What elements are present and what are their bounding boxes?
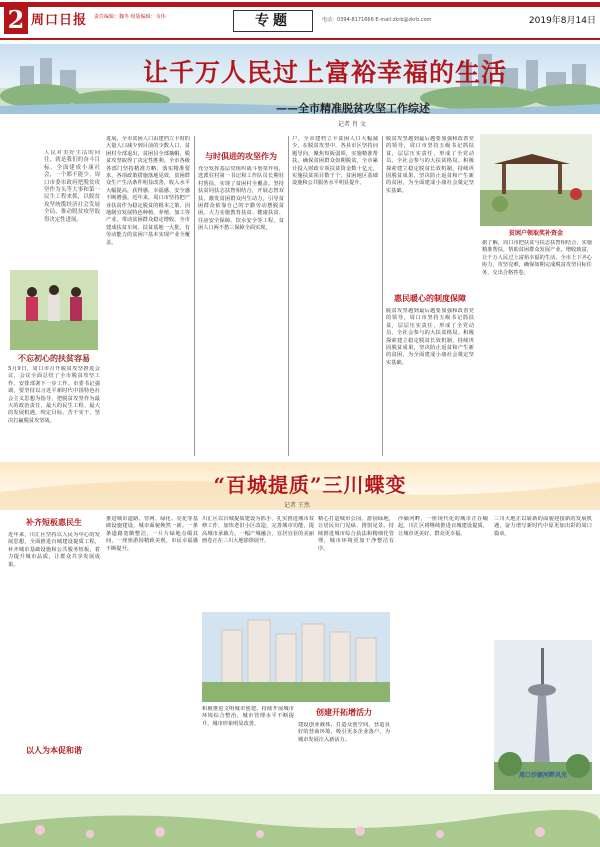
- newspaper-logo: 周口日报: [31, 13, 88, 28]
- right-photo: [480, 134, 592, 226]
- tower-caption: 周口沙颍河畔风光: [518, 772, 567, 779]
- lower-column-c: 精心打造城市公园、游园绿地，让居民出门见绿、推窗见景。持续推进城市综合执法和精细化管理，城市环境更加干净整洁有序。: [318, 516, 394, 552]
- lower-column-a: 推进城市道路、管网、绿化、亮化等基础设施建设，城市面貌焕然一新。一条条道路宽敞整洁，一片片绿地点缀其间，一座座游园精致美观，市民幸福感不断提升。: [106, 516, 198, 552]
- lower-heading-3: 创建开拓增活力: [316, 707, 372, 717]
- lower-column-e: 建设创业载体，打造众创空间，营造良好的营商环境，吸引更多企业落户，为城市发展注入新活力。: [298, 722, 390, 743]
- column-divider: [288, 136, 289, 456]
- footer-image: [0, 794, 600, 847]
- page-header: [0, 0, 600, 42]
- tower-photo: [494, 640, 592, 790]
- left-intro-text: 人民对美好生活的向往，就是我们的奋斗目标。全面建成小康社会，一个都不能少。周口市委市政府把脱贫攻坚作为头等大事和第一民生工程来抓，以脱贫攻坚统揽经济社会发展全局，推动脱贫攻坚取得决定性进展。: [44, 150, 100, 223]
- footer-landscape-graphic: [0, 794, 600, 847]
- section-label: 专题: [233, 10, 313, 32]
- editor-credits: 责任编辑：魏冬 组版编辑：韦伟: [94, 14, 166, 20]
- main-column-4b: 脱贫攻坚越到最后越要加强和改善党的领导，周口市坚持五级书记抓扶贫，层层压实责任，形成了全党动员、全社会参与的大扶贫格局。积极探索建立稳定脱贫长效机制，持续巩固脱贫成果，坚决防止返贫和产生新的贫困，为全面建成小康社会奠定坚实基础。: [386, 308, 474, 366]
- right-body-text: 据了解，周口市把扶贫与扶志扶智相结合，实施精准帮扶，帮助贫困群众发展产业，增收致富，让千万人民过上富裕幸福的生活。全市上下齐心协力，攻坚克难，确保如期完成脱贫攻坚目标任务，交出合格答卷。: [482, 240, 592, 276]
- pavilion-photo-graphic: [480, 134, 592, 226]
- header-top-rule: [0, 2, 600, 7]
- section-heading-3: 惠民暖心的制度保障: [394, 293, 466, 303]
- left-photo-caption: 不忘初心的扶贫容易: [18, 353, 90, 363]
- tower-graphic: [494, 640, 592, 790]
- main-column-3: 户，全市建档立卡贫困人口大幅减少。在脱贫攻坚中，各县市区坚持问题导向，聚焦短板弱项，实施精准帮扶，确保贫困群众如期脱贫。全市累计投入财政专项扶贫资金数十亿元，实施扶贫项目数千个，贫困地区基础设施和公共服务水平明显提升。: [292, 136, 378, 187]
- lower-column-f: 沙颍河畔，一座现代化的城市正在崛起。川汇区将继续推进百城建设提质，让城市更美好、群众更幸福。: [398, 516, 488, 537]
- left-photo: [10, 270, 98, 350]
- header-bottom-rule: [0, 38, 600, 40]
- people-photo-graphic: [10, 270, 98, 350]
- sub-headline: ——全市精准脱贫攻坚工作综述: [276, 102, 430, 115]
- column-divider: [382, 136, 383, 456]
- section-heading-2: 与时俱进的攻坚作为: [205, 151, 277, 161]
- main-headline: 让千万人民过上富裕幸福的生活: [142, 58, 507, 87]
- apartments-photo: [202, 612, 390, 702]
- column-divider: [194, 136, 195, 456]
- contact-info: 电话：0394-8171666 E-mail:zkrb@zkrb.com: [322, 17, 432, 23]
- main-column-1: 进展。全市贫困人口由建档立卡时的大量人口减少到目前的少数人口，贫困村全部退出，贫困县全部摘帽，脱贫攻坚取得了决定性胜利。全市各级各部门坚持精准方略，落实精准要求，各项政策措施落地见效，贫困群众生产生活条件明显改善，收入水平大幅提高，获得感、幸福感、安全感不断增强。近年来，周口市坚持把产业扶贫作为稳定脱贫的根本之策，因地制宜发展特色种植、养殖、加工等产业，带动贫困群众稳定增收。全市建成扶贫车间、扶贫基地一大批，有劳动能力的贫困户基本实现产业全覆盖。: [106, 136, 190, 246]
- lower-heading-2: 以人为本促和谐: [26, 745, 82, 755]
- right-photo-caption: 贫困户领取奖补资金: [508, 230, 563, 237]
- lower-column-g: 三川大地正以崭新的面貌迎接新的发展机遇，奋力谱写新时代中原更加出彩的周口篇章。: [494, 516, 592, 537]
- mid-headline: “百城提质”三川蝶变: [213, 473, 407, 497]
- issue-date: 2019年8月14日: [528, 16, 596, 26]
- page-number: 2: [4, 6, 28, 34]
- lower-heading-1: 补齐短板惠民生: [26, 517, 82, 527]
- lower-column-d: 积极推进文明城市创建，持续开展城市环境综合整治，城市管理水平不断提升，城市形象明显改善。: [202, 706, 294, 727]
- main-byline: 记者 肖 文: [338, 121, 366, 128]
- main-column-2: 充分发挥基层党组织战斗堡垒作用，选派驻村第一书记和工作队员长期驻村帮扶，实现了贫困村全覆盖。坚持扶贫同扶志扶智相结合，开展志智双扶，激发贫困群众内生动力，引导贫困群众依靠自己的辛勤劳动摆脱贫困。大力实施教育扶贫、健康扶贫、住房安全保障、饮水安全等工程，贫困人口两不愁三保障全面实现。: [198, 166, 284, 232]
- lower-left-text: 近年来，川汇区坚持以人民为中心的发展思想，全面推进百城建设提质工程，补齐城市基础设施和公共服务短板，着力提升城市品质，让群众共享发展成果。: [8, 532, 100, 568]
- mid-byline: 记者 王然: [284, 502, 310, 509]
- main-column-4a: 脱贫攻坚越到最后越要加强和改善党的领导，周口市坚持五级书记抓扶贫，层层压实责任，形成了全党动员、全社会参与的大扶贫格局。积极探索建立稳定脱贫长效机制，持续巩固脱贫成果，坚决防止返贫和产生新的贫困，为全面建成小康社会奠定坚实基础。: [386, 136, 474, 194]
- lower-column-b: 川汇区以百城提质建设为抓手，扎实推进城市双修工作，加快老旧小区改造，完善城市功能，提高城市承载力。一幅产城融合、宜居宜业的美丽画卷正在三川大地徐徐展开。: [202, 516, 314, 545]
- apartments-graphic: [202, 612, 390, 702]
- left-body-text: 5月9日，周口市召开脱贫攻坚推进会议，会议全面总结了全市脱贫攻坚工作，安排部署下一步工作。市委书记强调，要坚持以习近平新时代中国特色社会主义思想为指导，把脱贫攻坚作为最大的政治责任、最大的民生工程、最大的发展机遇，咬定目标，苦干实干，坚决打赢脱贫攻坚战。: [8, 366, 100, 424]
